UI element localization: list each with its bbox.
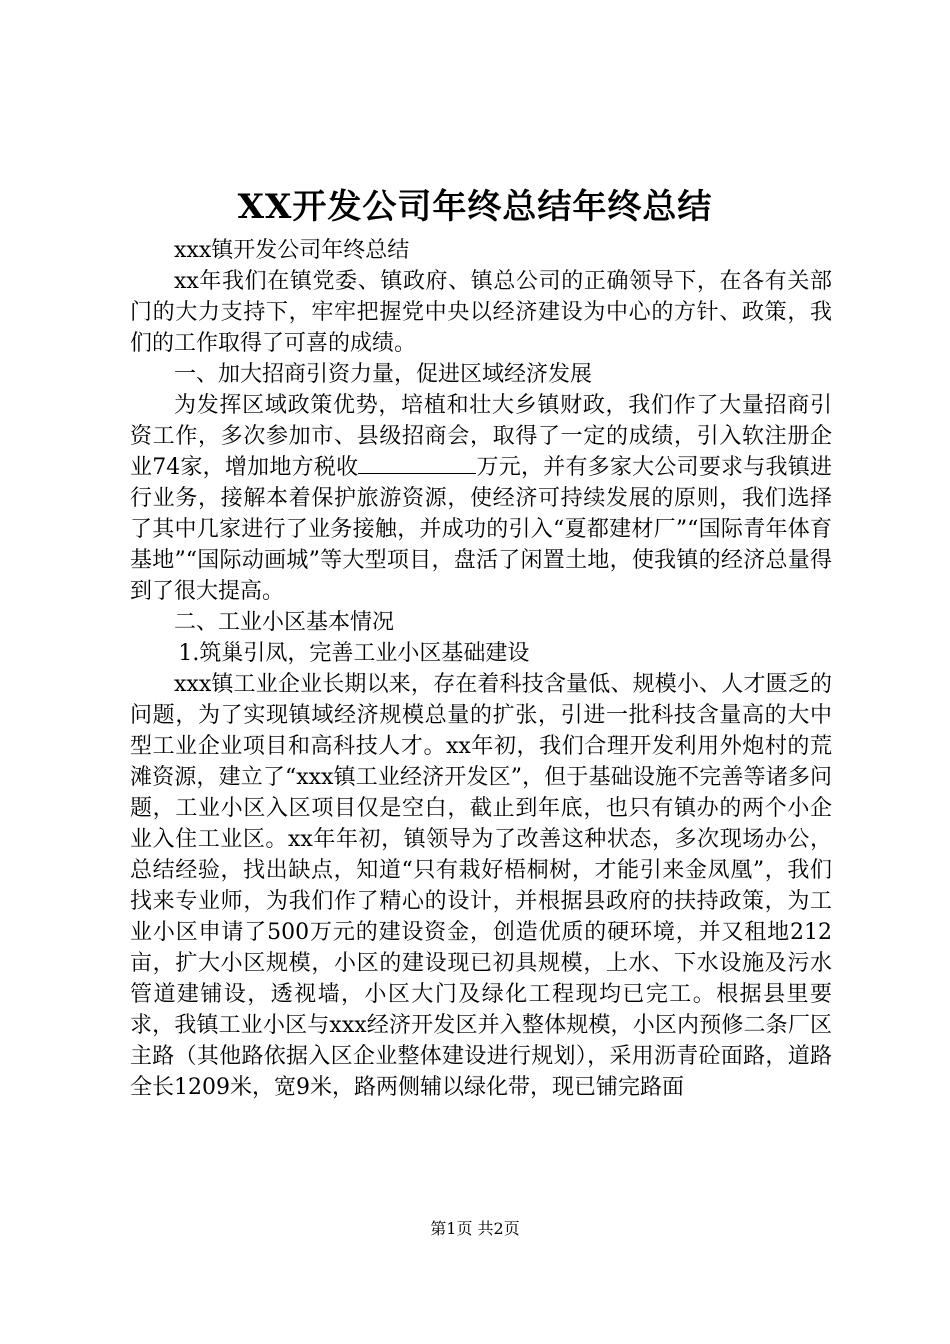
section-1-text-end: 万元，并有多家大公司要求与我镇进行业务，接解本着保护旅游资源，使经济可持续发展的原则，我们选择了其中几家进行了业务接触，并成功的引入“夏都建材厂”“国际青年体育基地”“国际动画城”等大型项目，盘活了闲置土地，使我镇的经济总量得到了很大提高。 bbox=[130, 455, 832, 604]
fill-in-blank bbox=[358, 453, 476, 474]
document-title: XX开发公司年终总结年终总结 bbox=[237, 187, 713, 227]
section-heading-2: 二、工业小区基本情况 bbox=[174, 610, 395, 635]
section-1-paragraph bbox=[130, 390, 832, 607]
page-footer: 第1页 共2页 bbox=[430, 1219, 520, 1238]
document-subtitle: xxx镇开发公司年终总结 bbox=[174, 238, 410, 263]
section-heading-1: 一、加大招商引资力量，促进区域经济发展 bbox=[174, 362, 593, 387]
section-2-paragraph: xxx镇工业企业长期以来，存在着科技含量低、规模小、人才匮乏的问题，为了实现镇域经济规模总量的扩张，引进一批科技含量高的大中型工业企业项目和高科技人才。xx年初，我们合理开发利用外炮村的荒滩资源，建立了“xxx镇工业经济开发区”，但于基础设施不完善等诸多问题，工业小区入区项目仅是空白，截止到年底，也只有镇办的两个小企业入住工业区。xx年年初，镇领导为了改善这种状态，多次现场办公，总结经验，找出缺点，知道“只有栽好梧桐树，才能引来金凤凰”，我们找来专业师，为我们作了精心的设计，并根据县政府的扶持政策，为工业小区申请了500万元的建设资金，创造优质的硬环境，并又租地212亩，扩大小区规模，小区的建设现已初具规模，上水、下水设施及污水管道建铺设，透视墙，小区大门及绿化工程现均已完工。根据县里要求，我镇工业小区与xxx经济开发区并入整体规模，小区内预修二条厂区主路（其他路依据入区企业整体建设进行规划），采用沥青砼面路，道路全长1209米，宽9米，路两侧辅以绿化带，现已铺完路面 bbox=[130, 672, 832, 1100]
document-body bbox=[130, 235, 832, 1103]
subsection-heading-2-1: 1.筑巢引凤，完善工业小区基础建设 bbox=[178, 641, 530, 666]
intro-paragraph: xx年我们在镇党委、镇政府、镇总公司的正确领导下，在各有关部门的大力支持下，牢牢把握党中央以经济建设为中心的方针、政策，我们的工作取得了可喜的成绩。 bbox=[130, 269, 832, 356]
section-1-text-start: 为发挥区域政策优势，培植和壮大乡镇财政，我们作了大量招商引资工作，多次参加市、县级招商会，取得了一定的成绩，引入软注册企业74家，增加地方税收 bbox=[130, 393, 832, 480]
